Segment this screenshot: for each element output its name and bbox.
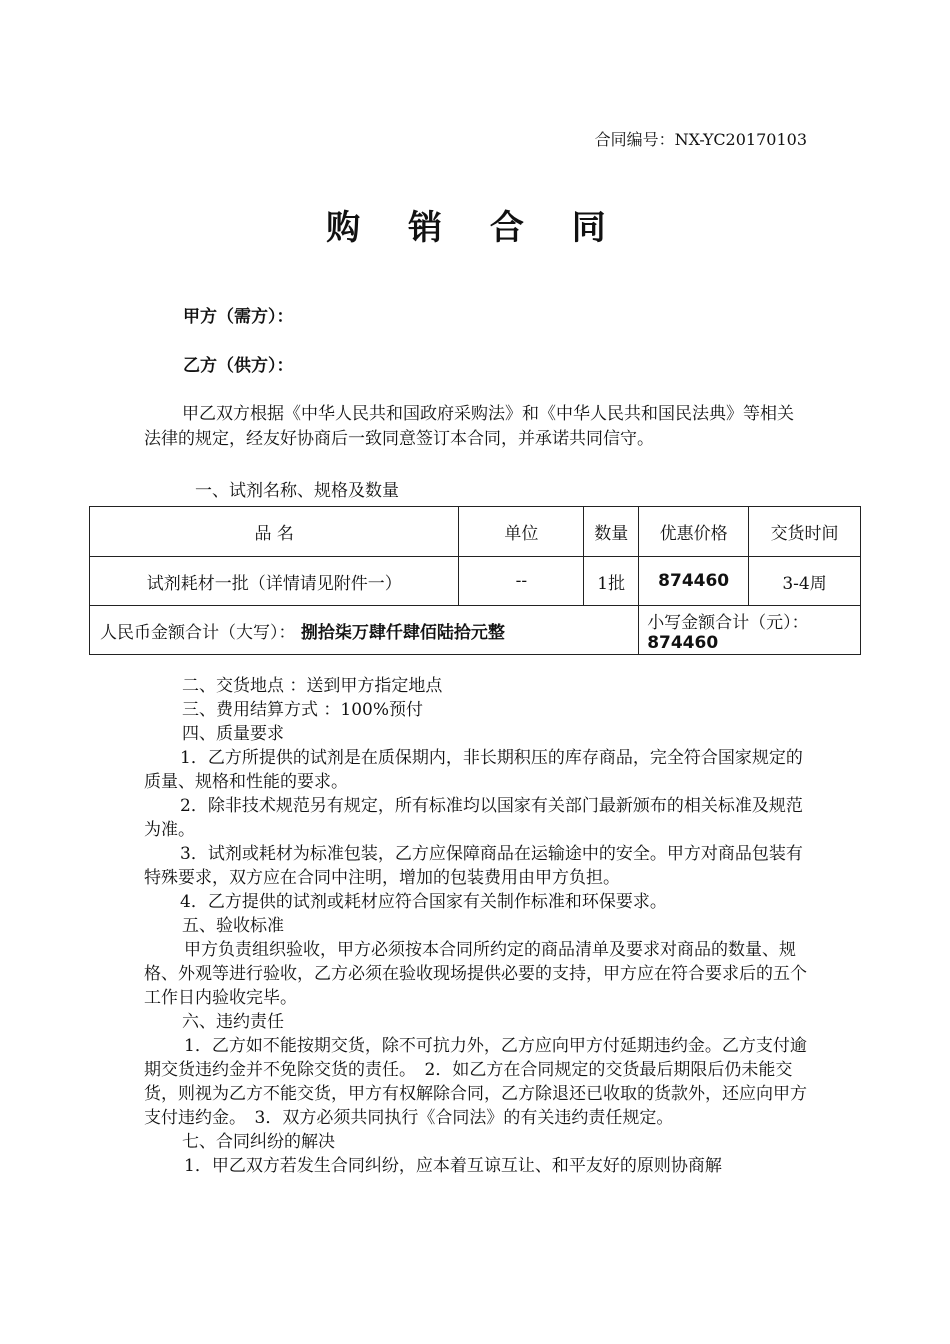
section-7-item-1: 1．甲乙双方若发生合同纠纷，应本着互谅互让、和平友好的原则协商解 [184, 1156, 722, 1176]
section-2-line: 二、交货地点 ：送到甲方指定地点 [182, 676, 443, 696]
section-5-heading: 五、验收标准 [182, 916, 284, 936]
table-row [90, 557, 861, 606]
header-delivery: 交货时间 [749, 507, 861, 557]
section-4-heading: 四、质量要求 [182, 724, 284, 744]
section-7-heading: 七、合同纠纷的解决 [182, 1132, 335, 1152]
contract-body [144, 674, 809, 1178]
total-lower-value: 874460 [647, 632, 719, 653]
section-1-heading: 一、试剂名称、规格及数量 [195, 481, 399, 501]
section-4-item-3: 3．试剂或耗材为标准包装，乙方应保障商品在运输途中的安全。甲方对商品包装有特殊要求，双方应在合同中注明，增加的包装费用由甲方负担。 [144, 844, 803, 888]
cell-unit: -- [459, 557, 584, 606]
header-qty: 数量 [584, 507, 639, 557]
goods-table [89, 506, 861, 655]
header-unit: 单位 [459, 507, 584, 557]
section-4-item-4: 4．乙方提供的试剂或耗材应符合国家有关制作标准和环保要求。 [180, 892, 667, 912]
section-6-heading: 六、违约责任 [182, 1012, 284, 1032]
preamble-paragraph: 甲乙双方根据《中华人民共和国政府采购法》和《中华人民共和国民法典》等相关法律的规定，经友好协商后一致同意签订本合同，并承诺共同信守。 [144, 404, 794, 449]
table-total-row [90, 606, 861, 655]
total-upper-label: 人民币金额合计（大写）： [100, 622, 296, 643]
total-upper-value: 捌拾柒万肆仟肆佰陆拾元整 [300, 622, 505, 643]
section-4-item-2: 2．除非技术规范另有规定，所有标准均以国家有关部门最新颁布的相关标准及规范为准。 [144, 796, 803, 840]
cell-qty: 1批 [584, 557, 639, 606]
section-5-paragraph: 甲方负责组织验收，甲方必须按本合同所约定的商品清单及要求对商品的数量、规格、外观等进行验收，乙方必须在验收现场提供必要的支持，甲方应在符合要求后的五个工作日内验收完毕。 [144, 940, 807, 1008]
cell-price: 874460 [639, 557, 749, 606]
section-6-paragraph: 1．乙方如不能按期交货，除不可抗力外，乙方应向甲方付延期违约金。乙方支付逾期交货违约金并不免除交货的责任。 2．如乙方在合同规定的交货最后期限后仍未能交货，则视为乙方不能交货，甲方有权解除合同，乙方除退还已收取的货款外，还应向甲方支付违约金。 3．双方必须共同执行《合同法》的有关违约责任规定。 [144, 1036, 807, 1128]
contract-number: 合同编号：NX-YC20170103 [594, 130, 807, 149]
cell-name: 试剂耗材一批（详情请见附件一） [90, 557, 459, 606]
header-name: 品 名 [90, 507, 459, 557]
total-upper-cell [90, 606, 639, 655]
cell-delivery: 3-4周 [749, 557, 861, 606]
party-b-label: 乙方（供方）： [183, 356, 294, 376]
total-lower-label: 小写金额合计（元）： [647, 612, 809, 633]
table-header-row [90, 507, 861, 557]
section-4-item-1: 1．乙方所提供的试剂是在质保期内，非长期积压的库存商品，完全符合国家规定的质量、规格和性能的要求。 [144, 748, 803, 792]
header-price: 优惠价格 [639, 507, 749, 557]
total-lower-cell [639, 606, 861, 655]
party-a-label: 甲方（需方）： [183, 307, 294, 327]
section-3-line: 三、费用结算方式 ：100%预付 [182, 700, 424, 720]
document-title: 购 销 合 同 [326, 208, 624, 248]
